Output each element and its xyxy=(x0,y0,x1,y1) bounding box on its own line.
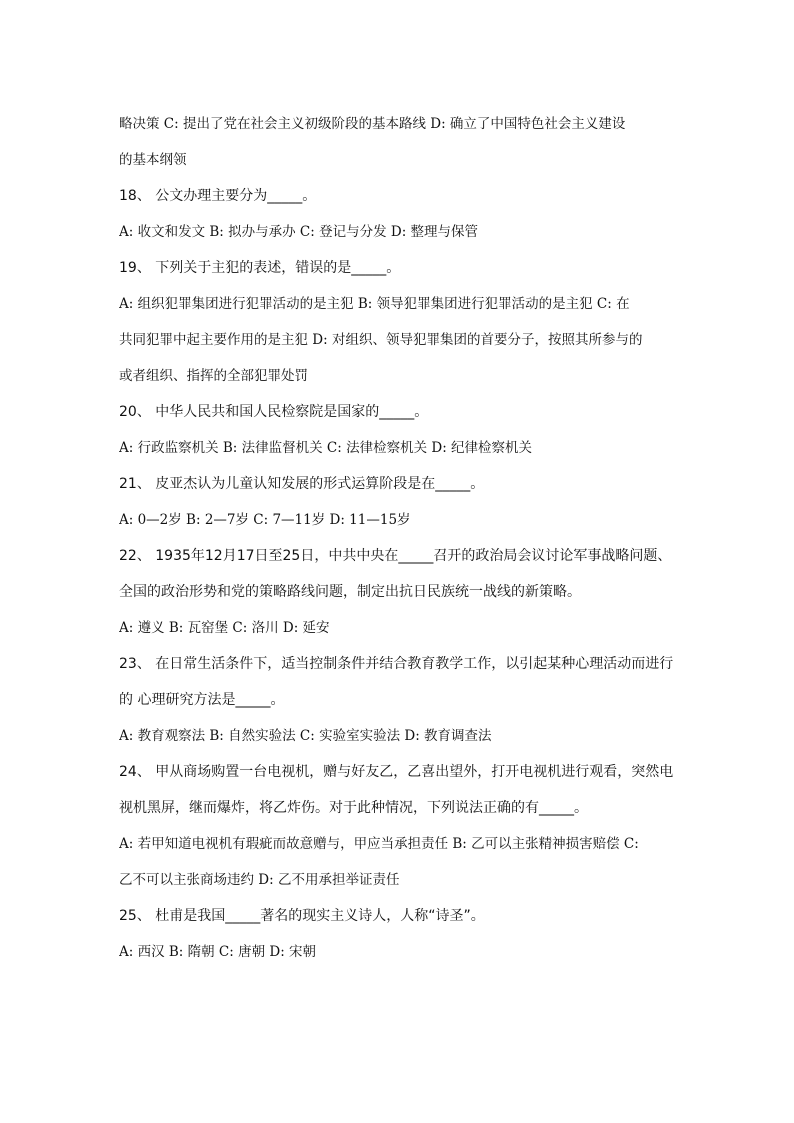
question-line: 全国的政治形势和党的策略路线问题，制定出抗日民族统一战线的新策略。 xyxy=(119,584,581,600)
question-line: 21、 皮亚杰认为儿童认知发展的形式运算阶段是在_____。 xyxy=(119,476,485,492)
question-line: 19、 下列关于主犯的表述，错误的是_____。 xyxy=(119,260,401,276)
option-line: A: 组织犯罪集团进行犯罪活动的是主犯 B: 领导犯罪集团进行犯罪活动的是主犯 C: 在 xyxy=(119,296,630,312)
question-line: 20、 中华人民共和国人民检察院是国家的_____。 xyxy=(119,404,429,420)
question-line: 23、 在日常生活条件下，适当控制条件并结合教育教学工作，以引起某种心理活动而进行 xyxy=(119,656,674,672)
option-line: A: 行政监察机关 B: 法律监督机关 C: 法律检察机关 D: 纪律检察机关 xyxy=(119,440,533,456)
question-line: 视机黑屏，继而爆炸，将乙炸伤。对于此种情况，下列说法正确的有_____。 xyxy=(119,800,588,816)
document-body xyxy=(119,112,679,976)
question-line: 18、 公文办理主要分为_____。 xyxy=(119,188,317,204)
question-line: 25、 杜甫是我国_____著名的现实主义诗人，人称“诗圣”。 xyxy=(119,908,485,924)
option-line: A: 西汉 B: 隋朝 C: 唐朝 D: 宋朝 xyxy=(119,944,317,960)
option-line: 或者组织、指挥的全部犯罪处罚 xyxy=(119,368,308,384)
option-line: A: 0—2岁 B: 2—7岁 C: 7—11岁 D: 11—15岁 xyxy=(119,512,411,528)
option-line: 乙不可以主张商场违约 D: 乙不用承担举证责任 xyxy=(119,872,400,888)
question-line: 22、 1935年12月17日至25日，中共中央在_____召开的政治局会议讨论军事战略问题、 xyxy=(119,548,672,564)
question-line: 的 心理研究方法是_____。 xyxy=(119,692,285,708)
option-line: A: 教育观察法 B: 自然实验法 C: 实验室实验法 D: 教育调查法 xyxy=(119,728,492,744)
option-line: 略决策 C: 提出了党在社会主义初级阶段的基本路线 D: 确立了中国特色社会主义建设 xyxy=(119,116,626,132)
option-line: A: 若甲知道电视机有瑕疵而故意赠与，甲应当承担责任 B: 乙可以主张精神损害赔偿 C: xyxy=(119,836,639,852)
question-line: 24、 甲从商场购置一台电视机，赠与好友乙，乙喜出望外，打开电视机进行观看，突然电 xyxy=(119,764,674,780)
option-line: A: 遵义 B: 瓦窑堡 C: 洛川 D: 延安 xyxy=(119,620,330,636)
option-line: A: 收文和发文 B: 拟办与承办 C: 登记与分发 D: 整理与保管 xyxy=(119,224,479,240)
option-line: 共同犯罪中起主要作用的是主犯 D: 对组织、领导犯罪集团的首要分子，按照其所参与的 xyxy=(119,332,643,348)
option-line: 的基本纲领 xyxy=(119,152,187,168)
